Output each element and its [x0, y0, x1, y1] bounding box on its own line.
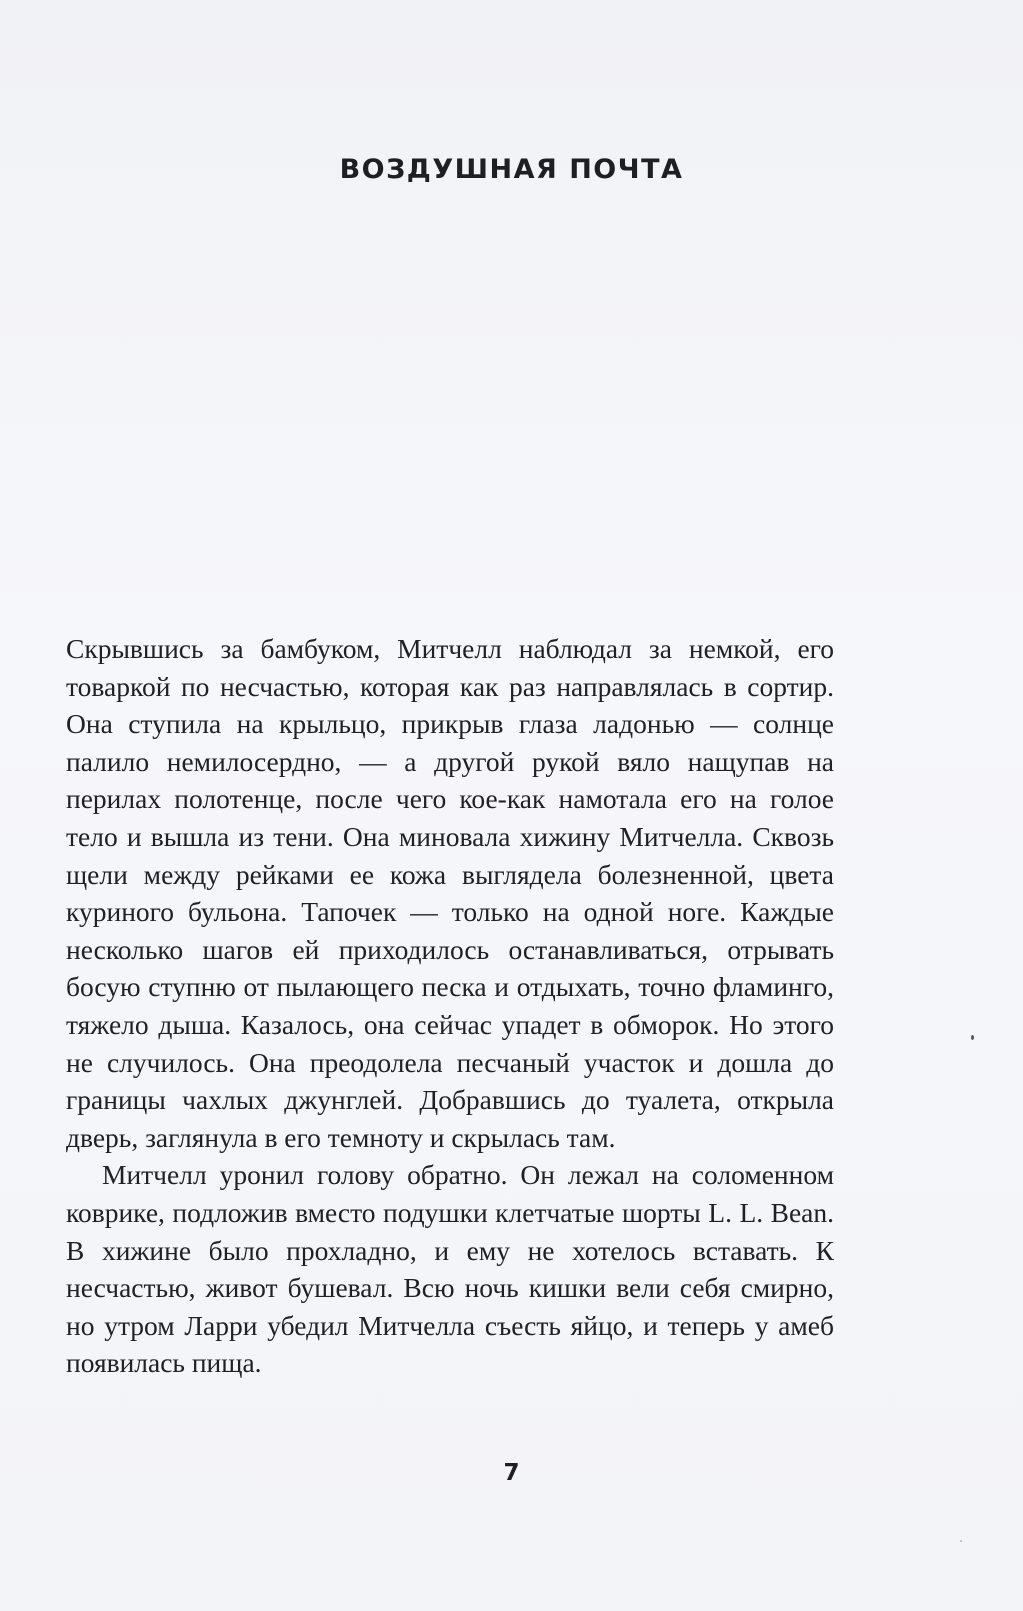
paragraph-1: Скрывшись за бамбуком, Митчелл наблюдал за немкой, его товаркой по несчастью, которая как раз направлялась в сортир. Она ступила на крыльцо, прикрыв глаза ладонью — солнце палило немилосердно, — а другой рукой вяло нащупав на перилах полотенце, после чего кое-как намотала его на голое тело и вышла из тени. Она миновала хижину Митчелла. Сквозь щели между рейками ее кожа выглядела болезненной, цвета куриного бульона. Тапочек — только на одной ноге. Каждые несколько шагов ей приходилось останавливаться, отрывать босую ступню от пылающего песка и отдыхать, точно фламинго, тяжело дыша. Казалось, она сейчас упадет в обморок. Но этого не случилось. Она преодолела песчаный участок и дошла до границы чахлых джунглей. Добравшись до туалета, открыла дверь, заглянула в его темноту и скрылась там.: [66, 633, 834, 1153]
page-number: 7: [503, 1460, 520, 1486]
paragraph-2: Митчелл уронил голову обратно. Он лежал на соломенном коврике, подложив вместо подушки клетчатые шорты L. L. Bean. В хижине было прохладно, и ему не хотелось вставать. К несчастью, живот бушевал. Всю ночь кишки вели себя смирно, но утром Ларри убедил Митчелла съесть яйцо, и теперь у амеб появилась пища.: [66, 1159, 834, 1379]
body-text: [66, 630, 834, 1382]
chapter-title: ВОЗДУШНАЯ ПОЧТА: [339, 154, 684, 185]
paper-speck: [971, 1035, 974, 1040]
paper-speck: [960, 1540, 962, 1542]
